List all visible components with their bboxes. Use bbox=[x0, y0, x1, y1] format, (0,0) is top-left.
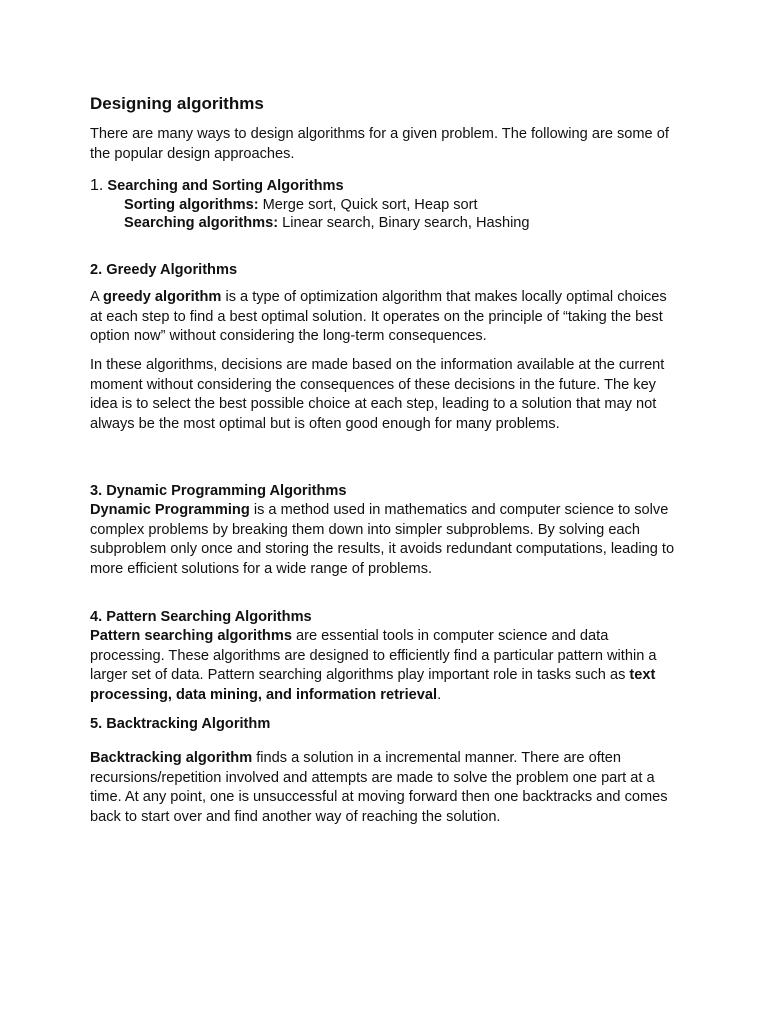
section-1-number: 1. bbox=[90, 177, 104, 194]
searching-algorithms-line bbox=[124, 214, 530, 233]
section-1-heading bbox=[90, 176, 344, 197]
sorting-label: Sorting algorithms: bbox=[124, 197, 259, 213]
sorting-text: Merge sort, Quick sort, Heap sort bbox=[258, 197, 478, 213]
section-2-p1-rest: is a type of optimization algorithm that makes locally optimal choices at each step to find a best optimal solution. It operates on the principle of “taking the best option now” without considering the long-term consequences. bbox=[90, 289, 667, 344]
section-5-rest: finds a solution in a incremental manner. There are often recursions/repetition involved and attempts are made to solve the problem one part at a time. At any point, one is unsuccessful at moving forward then one backtracks and comes back to start over and find another way of reaching the solution. bbox=[90, 750, 668, 825]
section-4-heading: 4. Pattern Searching Algorithms bbox=[90, 609, 312, 625]
intro-paragraph: There are many ways to design algorithms for a given problem. The following are some of the popular design approaches. bbox=[90, 126, 669, 162]
searching-label: Searching algorithms: bbox=[124, 215, 279, 231]
sorting-algorithms-line bbox=[124, 196, 478, 215]
section-5-heading: 5. Backtracking Algorithm bbox=[90, 716, 271, 732]
section-4-rest: are essential tools in computer science and data processing. These algorithms are designed to efficiently find a particular pattern within a larger set of data. Pattern searching algorithms play important role in tasks such as bbox=[90, 628, 657, 683]
section-2-paragraph-2: In these algorithms, decisions are made based on the information available at the current moment without considering the consequences of these decisions in the future. The key idea is to select the best possible choice at each step, leading to a solution that may not always be the most optimal but is often good enough for many problems. bbox=[90, 357, 665, 432]
section-3-paragraph bbox=[90, 501, 680, 579]
section-3-bold: Dynamic Programming bbox=[90, 502, 250, 518]
searching-text: Linear search, Binary search, Hashing bbox=[278, 215, 530, 231]
section-3-rest: is a method used in mathematics and computer science to solve complex problems by breaking them down into simpler subproblems. By solving each subproblem only once and storing the results, it avoids redundant computations, leading to more efficient solutions for a wide range of problems. bbox=[90, 502, 675, 577]
section-4-bold-2: text processing, data mining, and information retrieval bbox=[90, 667, 656, 703]
section-2-heading: 2. Greedy Algorithms bbox=[90, 262, 238, 278]
section-3-heading: 3. Dynamic Programming Algorithms bbox=[90, 483, 347, 499]
section-4-end: . bbox=[437, 686, 442, 703]
section-5-paragraph bbox=[90, 749, 680, 827]
section-4-bold: Pattern searching algorithms bbox=[90, 628, 292, 644]
section-2-paragraph-1 bbox=[90, 288, 680, 347]
page-title: Designing algorithms bbox=[90, 94, 264, 113]
section-2-p1-bold: greedy algorithm bbox=[102, 289, 222, 305]
section-5-bold: Backtracking algorithm bbox=[90, 750, 253, 766]
section-4-paragraph bbox=[90, 627, 680, 705]
section-2-p1-prefix: A bbox=[90, 289, 103, 305]
section-1-heading-text: Searching and Sorting Algorithms bbox=[103, 178, 344, 194]
